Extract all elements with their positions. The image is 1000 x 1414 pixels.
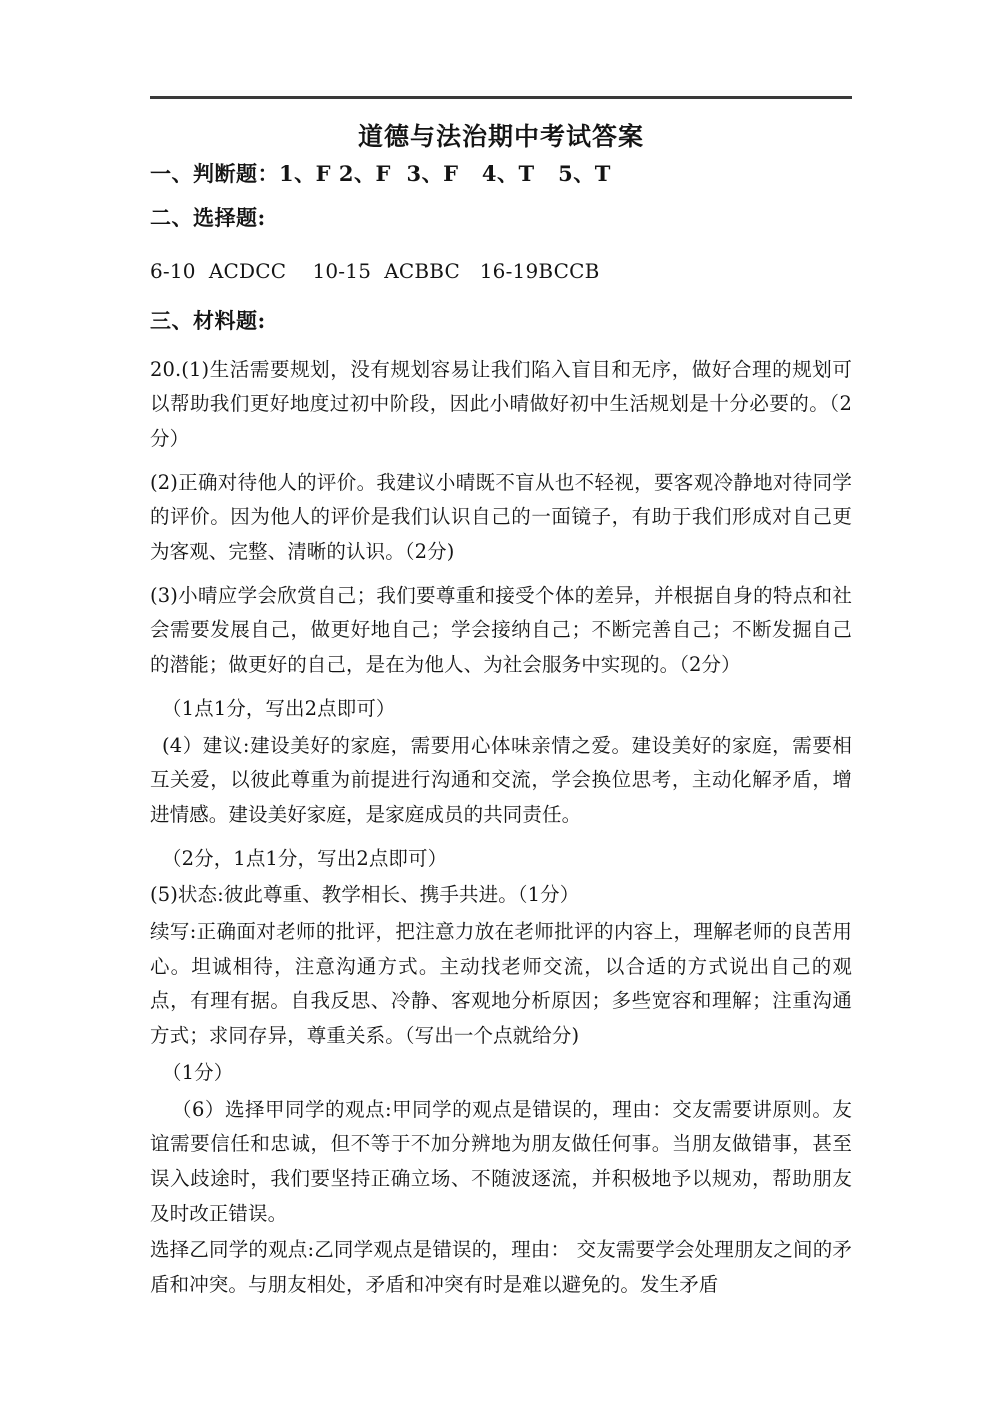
answer-paragraph-20-1: 20.(1)生活需要规划，没有规划容易让我们陷入盲目和无序，做好合理的规划可以帮助我们更好地度过初中阶段，因此小晴做好初中生活规划是十分必要的。（2分） (150, 357, 852, 450)
answer-paragraph-20-2: (2)正确对待他人的评价。我建议小晴既不盲从也不轻视，要客观冷静地对待同学的评价。因为他人的评价是我们认识自己的一面镜子，有助于我们形成对自己更为客观、完整、清晰的认识。（2分) (150, 470, 852, 564)
answer-paragraph-20-5-continue: 续写:正确面对老师的批评，把注意力放在老师批评的内容上，理解老师的良苦用心。坦诚相待，注意沟通方式。主动找老师交流，以合适的方式说出自己的观点，有理有据。自我反思、冷静、客观地分析原因；多些宽容和理解；注重沟通方式；求同存异，尊重关系。（写出一个点就给分) (150, 920, 852, 1048)
spacer (150, 340, 852, 353)
scoring-note-1: （1点1分，写出2点即可） (162, 696, 396, 720)
spacer (150, 193, 852, 200)
spacer (150, 572, 852, 579)
section-heading-material: 三、材料题: (150, 307, 266, 333)
page-title: 道德与法治期中考试答案 (357, 122, 644, 151)
spacer (150, 685, 852, 692)
spacer (150, 835, 852, 842)
header-divider (150, 96, 852, 99)
answer-paragraph-20-6-jia: （6）选择甲同学的观点:甲同学的观点是错误的，理由：交友需要讲原则。友谊需要信任和忠诚，但不等于不加分辨地为朋友做任何事。当朋友做错事，甚至误入歧途时，我们要坚持正确立场、不随波逐流，并积极地予以规劝，帮助朋友及时改正错误。 (150, 1097, 852, 1225)
document-body (150, 96, 852, 1305)
answer-paragraph-20-3: (3)小晴应学会欣赏自己；我们要尊重和接受个体的差异，并根据自身的特点和社会需要发展自己，做更好地自己；学会接纳自己；不断完善自己；不断发掘自己的潜能；做更好的自己，是在为他人、为社会服务中实现的。（2分） (150, 583, 852, 677)
answer-paragraph-20-4: (4）建议:建设美好的家庭，需要用心体味亲情之爱。建设美好的家庭，需要相互关爱，以彼此尊重为前提进行沟通和交流，学会换位思考，主动化解矛盾，增进情感。建设美好家庭，是家庭成员的共同责任。 (150, 733, 852, 826)
scoring-note-3: （1分） (162, 1060, 234, 1084)
answer-paragraph-20-6-yi: 选择乙同学的观点:乙同学观点是错误的，理由： 交友需要学会处理朋友之间的矛盾和冲突。与朋友相处，矛盾和冲突有时是难以避免的。发生矛盾 (150, 1238, 852, 1297)
scoring-note-2: （2分，1点1分，写出2点即可） (162, 846, 448, 870)
section-heading-choice: 二、选择题: (150, 205, 266, 230)
choice-answers: 6-10 ACDCC 10-15 ACBBC 16-19BCCB (150, 258, 600, 283)
section-heading-judgement: 一、判断题：1、F 2、F 3、F 4、T 5、T (150, 161, 611, 187)
spacer (150, 459, 852, 466)
answer-paragraph-20-5-state: (5)状态:彼此尊重、教学相长、携手共进。（1分） (150, 883, 580, 907)
